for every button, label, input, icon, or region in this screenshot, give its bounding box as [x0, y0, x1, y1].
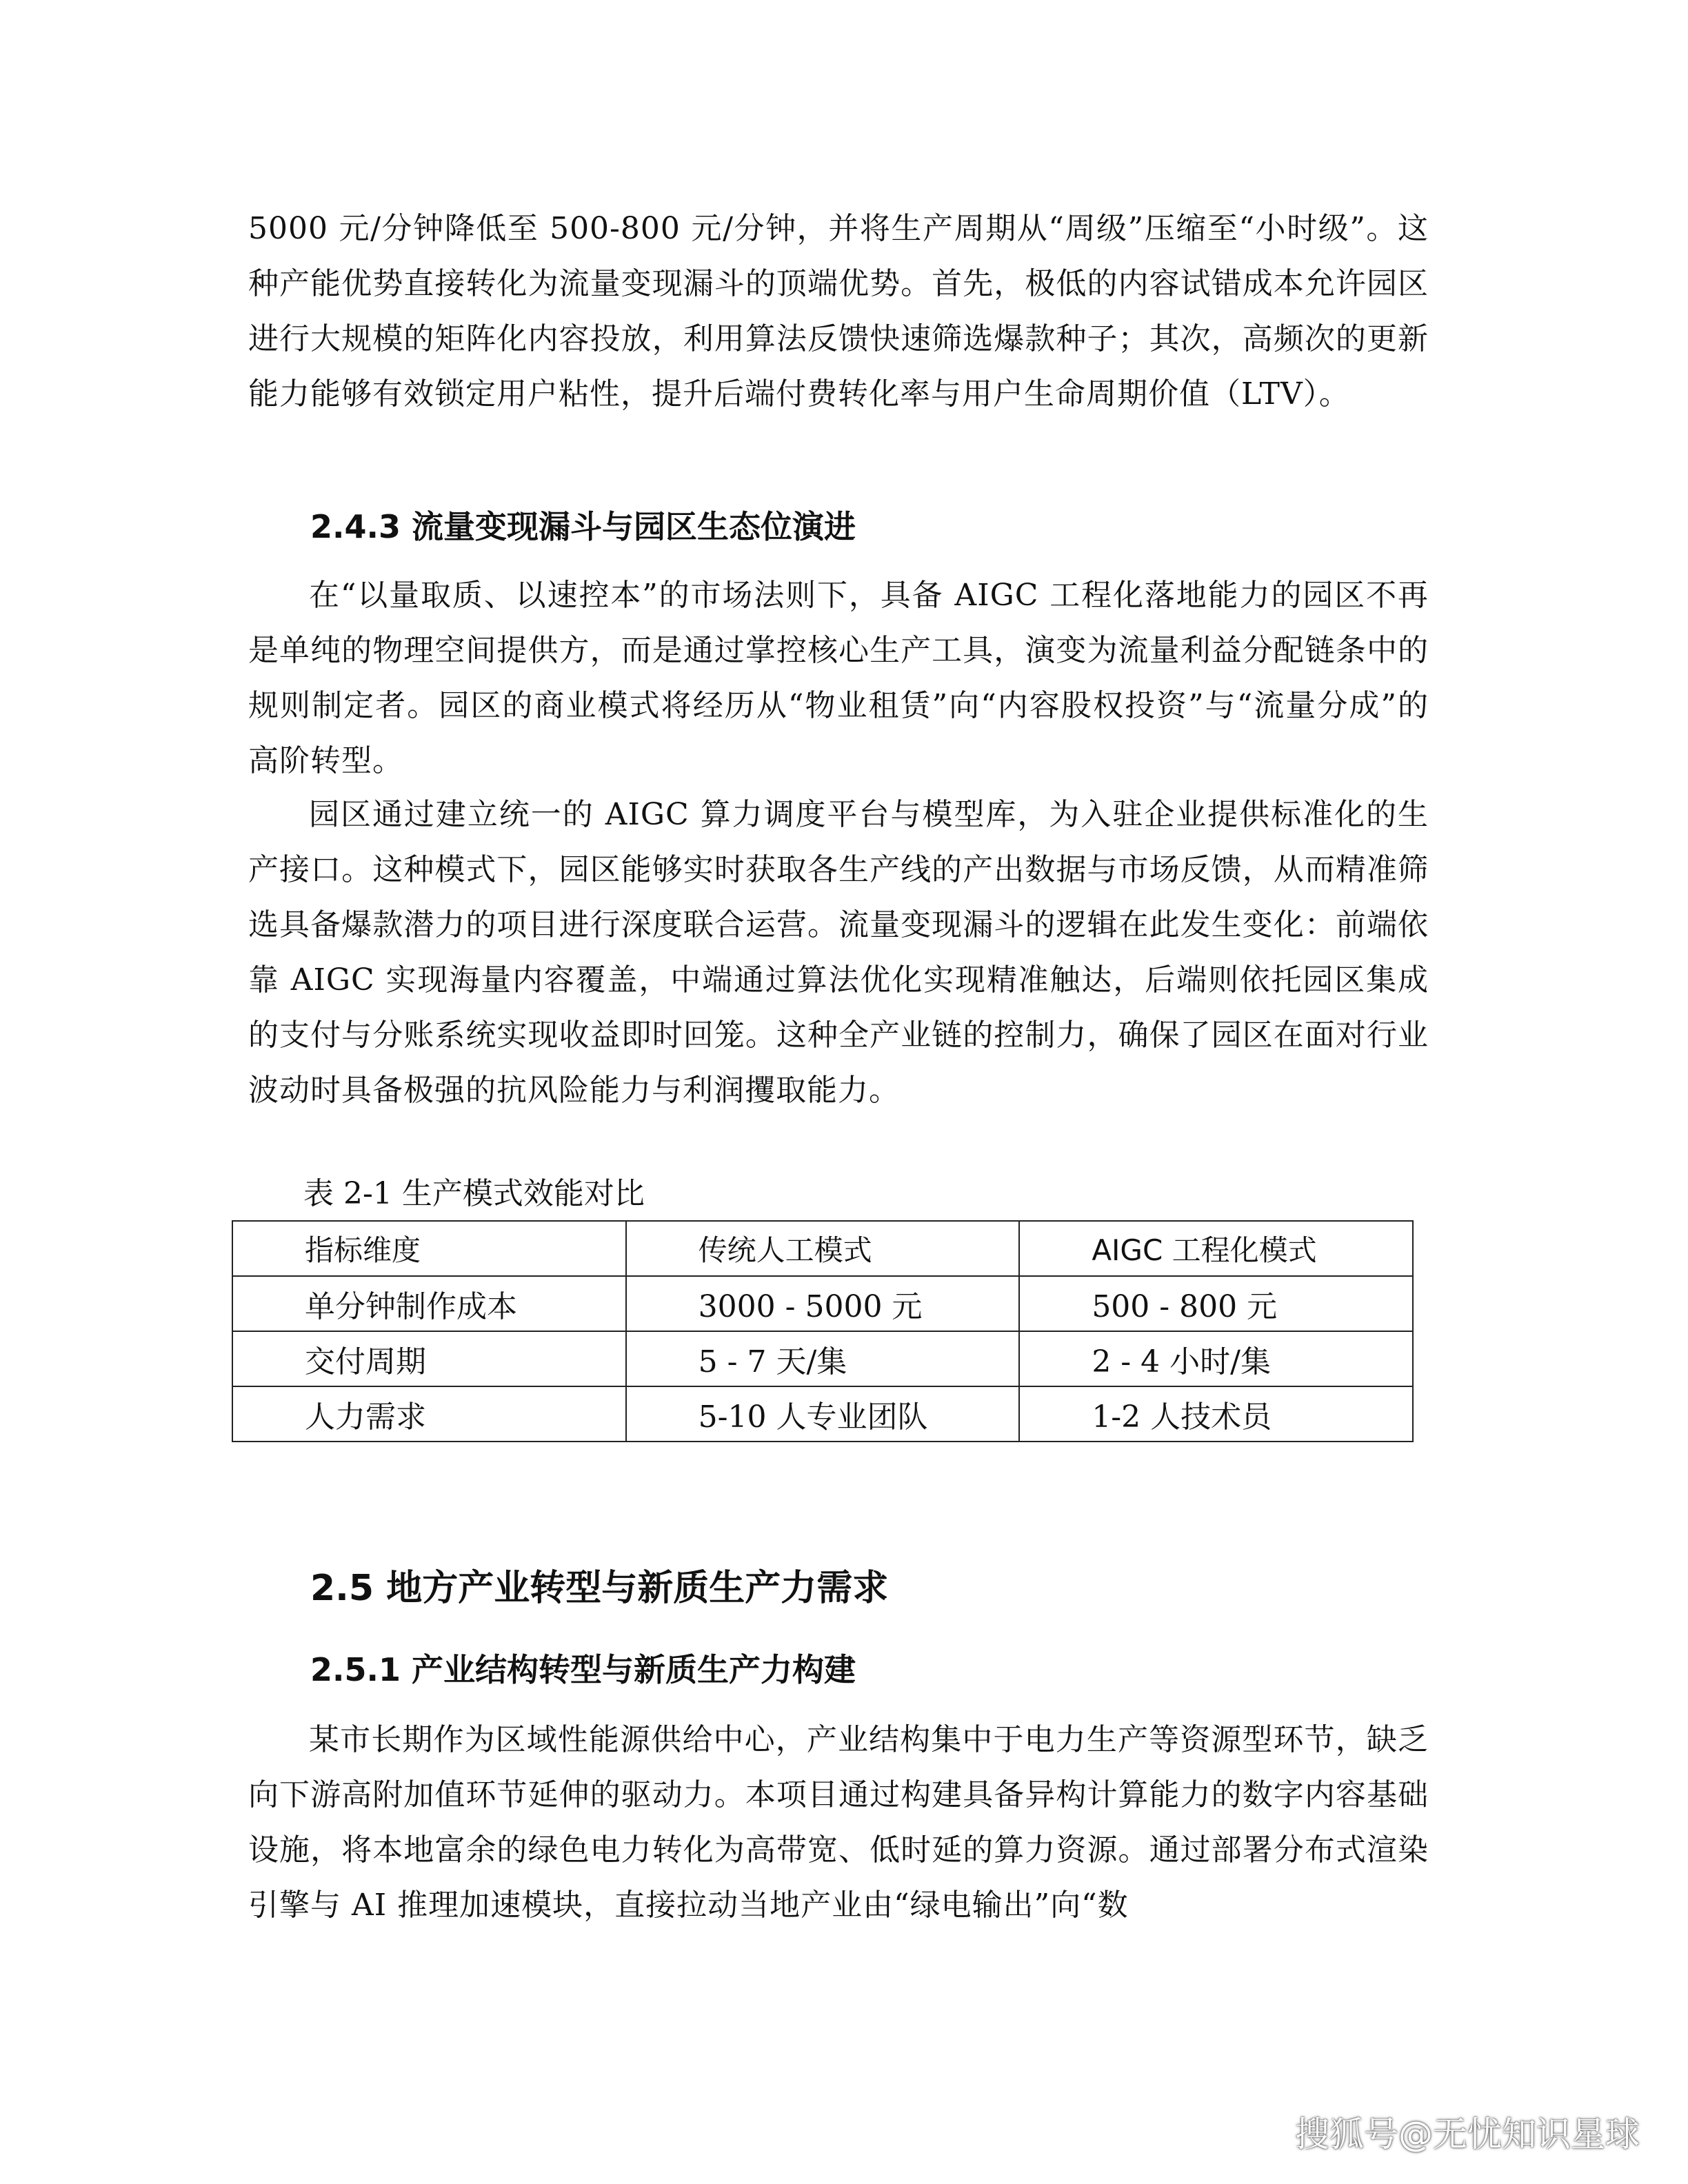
table-cell: 单分钟制作成本 [232, 1276, 626, 1331]
table-header-row [232, 1221, 1413, 1276]
table-cell: 5 - 7 天/集 [626, 1331, 1020, 1386]
table-header-cell: 传统人工模式 [626, 1221, 1020, 1276]
table-cell: 人力需求 [232, 1386, 626, 1442]
table-cell: 交付周期 [232, 1331, 626, 1386]
table-row [232, 1386, 1413, 1442]
comparison-table [232, 1220, 1414, 1442]
section-2-4-3-heading: 2.4.3 流量变现漏斗与园区生态位演进 [310, 508, 856, 545]
table-header-cell: 指标维度 [232, 1221, 626, 1276]
section-2-5-1-heading: 2.5.1 产业结构转型与新质生产力构建 [310, 1651, 856, 1688]
table-cell: 5-10 人专业团队 [626, 1386, 1020, 1442]
section-2-5-1-paragraph-1: 某市长期作为区域性能源供给中心，产业结构集中于电力生产等资源型环节，缺乏向下游高附加值环节延伸的驱动力。本项目通过构建具备异构计算能力的数字内容基础设施，将本地富余的绿色电力转化为高带宽、低时延的算力资源。通过部署分布式渲染引擎与 AI 推理加速模块，直接拉动当地产业由“绿电输出”向“数 [248, 1722, 1429, 1923]
table-cell: 1-2 人技术员 [1019, 1386, 1413, 1442]
section-2-4-3-paragraph-1: 在“以量取质、以速控本”的市场法则下，具备 AIGC 工程化落地能力的园区不再是单纯的物理空间提供方，而是通过掌控核心生产工具，演变为流量利益分配链条中的规则制定者。园区的商业模式将经历从“物业租赁”向“内容股权投资”与“流量分成”的高阶转型。 [248, 578, 1429, 778]
section-2-4-3-paragraph-2: 园区通过建立统一的 AIGC 算力调度平台与模型库，为入驻企业提供标准化的生产接口。这种模式下，园区能够实时获取各生产线的产出数据与市场反馈，从而精准筛选具备爆款潜力的项目进行深度联合运营。流量变现漏斗的逻辑在此发生变化：前端依靠 AIGC 实现海量内容覆盖，中端通过算法优化实现精准触达，后端则依托园区集成的支付与分账系统实现收益即时回笼。这种全产业链的控制力，确保了园区在面对行业波动时具备极强的抗风险能力与利润攫取能力。 [248, 797, 1429, 1108]
watermark-text: 搜狐号@无忧知识星球 [1295, 2114, 1640, 2154]
intro-paragraph: 5000 元/分钟降低至 500-800 元/分钟，并将生产周期从“周级”压缩至“小时级”。这种产能优势直接转化为流量变现漏斗的顶端优势。首先，极低的内容试错成本允许园区进行大规模的矩阵化内容投放，利用算法反馈快速筛选爆款种子；其次，高频次的更新能力能够有效锁定用户粘性，提升后端付费转化率与用户生命周期价值（LTV）。 [248, 211, 1429, 412]
table-cell: 2 - 4 小时/集 [1019, 1331, 1413, 1386]
table-row [232, 1276, 1413, 1331]
section-2-5-heading: 2.5 地方产业转型与新质生产力需求 [310, 1568, 889, 1609]
table-cell: 500 - 800 元 [1019, 1276, 1413, 1331]
table-row [232, 1331, 1413, 1386]
table-cell: 3000 - 5000 元 [626, 1276, 1020, 1331]
table-header-cell: AIGC 工程化模式 [1019, 1221, 1413, 1276]
table-caption: 表 2-1 生产模式效能对比 [303, 1176, 645, 1211]
